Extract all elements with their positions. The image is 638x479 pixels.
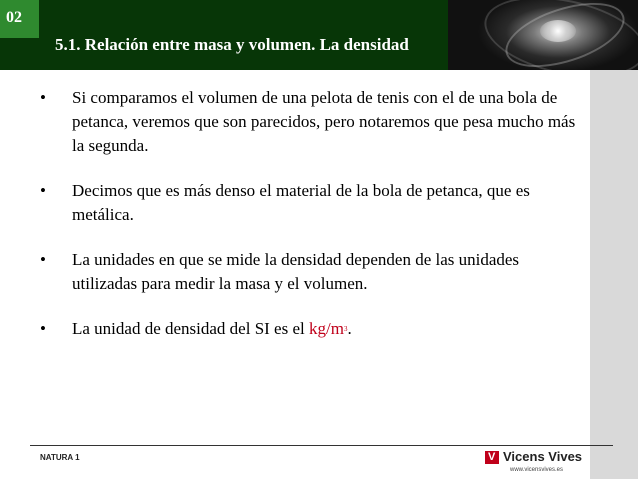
bullet-text-before: La unidad de densidad del SI es el	[72, 319, 309, 338]
density-unit-exponent: 3	[343, 325, 348, 333]
slide-title: 5.1. Relación entre masa y volumen. La densidad	[55, 35, 409, 54]
bullet-list	[40, 86, 580, 362]
galaxy-image	[448, 0, 638, 70]
density-unit: kg/m	[309, 319, 344, 338]
chapter-number: 02	[6, 9, 22, 26]
bullet-dot: •	[40, 88, 46, 107]
bullet-text: Decimos que es más denso el material de la bola de petanca, que es metálica.	[72, 181, 530, 224]
side-panel	[590, 70, 638, 479]
footer-divider	[30, 445, 613, 446]
bullet-text: Si comparamos el volumen de una pelota de tenis con el de una bola de petanca, veremos que son parecidos, pero notaremos que pesa mucho más la segunda.	[72, 88, 576, 155]
slide-header	[0, 0, 638, 70]
publisher-url: www.vicensvives.es	[510, 467, 564, 473]
bullet-item	[40, 179, 580, 227]
bullet-item	[40, 86, 580, 158]
chapter-number-box	[0, 0, 39, 38]
bullet-text-after: .	[347, 319, 352, 338]
bullet-item	[40, 317, 580, 341]
publisher-logo-icon	[485, 451, 499, 464]
bullet-item	[40, 248, 580, 296]
footer-book-title: NATURA 1	[40, 453, 80, 462]
bullet-dot: •	[40, 319, 46, 338]
bullet-dot: •	[40, 250, 46, 269]
bullet-dot: •	[40, 181, 46, 200]
bullet-text: La unidades en que se mide la densidad dependen de las unidades utilizadas para medir la masa y el volumen.	[72, 250, 520, 293]
publisher-name: Vicens Vives	[503, 449, 583, 464]
logo-mark: V	[488, 451, 496, 463]
galaxy-core	[540, 20, 576, 42]
